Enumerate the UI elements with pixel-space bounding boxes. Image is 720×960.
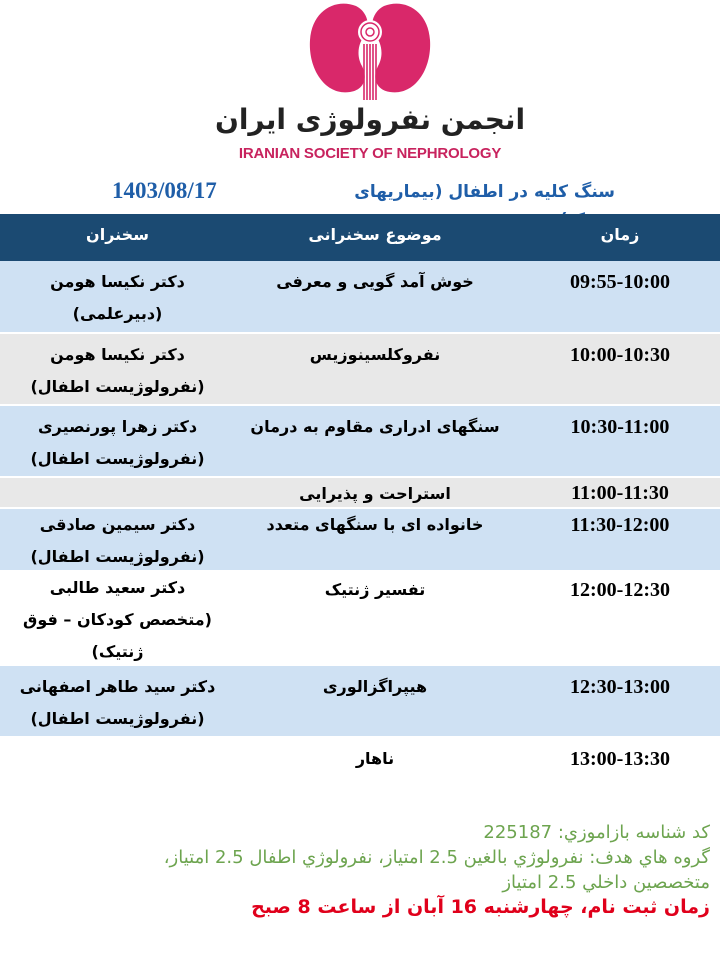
speaker-role: (نفرولوژیست اطفال) [30, 449, 205, 468]
session-topic: تفسیر ژنتیک [324, 580, 426, 599]
target-groups: گروه هاي هدف: نفرولوژي بالغين 2.5 امتياز، نفرولوژي اطفال 2.5 امتياز، [163, 847, 710, 868]
session-topic: خانواده ای با سنگهای متعدد [266, 515, 484, 534]
session-topic: ناهار [355, 749, 395, 768]
speaker-role-cont: ژنتیک) [91, 642, 144, 661]
column-header-time: زمان [600, 225, 640, 244]
session-time: 10:30-11:00 [570, 416, 670, 438]
session-speaker [0, 261, 235, 330]
table-row [0, 738, 720, 778]
target-groups-cont: متخصصين داخلي 2.5 امتياز [502, 872, 710, 893]
brand-name-english: IRANIAN SOCIETY OF NEPHROLOGY [238, 145, 502, 162]
speaker-role: (نفرولوژیست اطفال) [30, 547, 205, 566]
kidney-logo [300, 0, 440, 100]
session-speaker [0, 334, 235, 403]
session-time: 11:30-12:00 [570, 514, 670, 536]
speaker-role: (دبیرعلمی) [72, 304, 163, 323]
table-row [0, 509, 720, 572]
column-header-topic: موضوع سخنرانی [308, 225, 442, 244]
session-speaker [0, 572, 235, 668]
event-title: سنگ کلیه در اطفال (بیماریهای [354, 182, 615, 202]
table-row [0, 666, 720, 738]
session-topic: نفروکلسینوزیس [309, 345, 441, 364]
table-row [0, 334, 720, 406]
speaker-role: (نفرولوژیست اطفال) [30, 709, 205, 728]
session-topic: خوش آمد گویی و معرفی [276, 272, 474, 291]
session-time: 09:55-10:00 [570, 271, 670, 293]
session-time: 10:00-10:30 [570, 344, 670, 366]
event-date: 1403/08/17 [112, 178, 217, 203]
speaker-name: دکتر سید طاهر اصفهانی [19, 677, 216, 696]
brand-name-persian: انجمن نفرولوژی ایران [214, 103, 526, 136]
info-block [0, 820, 710, 920]
session-speaker [0, 406, 235, 475]
session-time: 12:00-12:30 [570, 579, 670, 601]
speaker-name: دکتر زهرا پورنصیری [37, 417, 198, 436]
session-topic: سنگهای ادراری مقاوم به درمان [250, 417, 500, 436]
speaker-name: دکتر سعید طالبی [49, 578, 186, 597]
session-speaker [0, 666, 235, 735]
speaker-role: (متخصص کودکان – فوق [23, 610, 212, 629]
schedule-table [0, 214, 720, 778]
table-row [0, 478, 720, 509]
session-time: 11:00-11:30 [571, 482, 669, 504]
column-header-speaker: سخنران [86, 225, 149, 244]
speaker-name: دکتر سیمین صادقی [39, 515, 196, 534]
speaker-name: دکتر نکیسا هومن [50, 345, 185, 364]
table-row [0, 406, 720, 478]
course-code: کد شناسه بازاموزي: 225187 [483, 822, 710, 843]
session-topic: هیپراگزالوری [322, 677, 428, 696]
table-row [0, 572, 720, 666]
speaker-role: (نفرولوژیست اطفال) [30, 377, 205, 396]
session-time: 13:00-13:30 [570, 748, 670, 770]
table-header [0, 214, 720, 261]
session-topic: استراحت و پذیرایی [299, 484, 451, 503]
table-row [0, 261, 720, 334]
speaker-name: دکتر نکیسا هومن [50, 272, 185, 291]
session-time: 12:30-13:00 [570, 676, 670, 698]
registration-time: زمان ثبت نام، چهارشنبه 16 آبان از ساعت 8 صبح [251, 896, 710, 918]
session-speaker [0, 509, 235, 573]
